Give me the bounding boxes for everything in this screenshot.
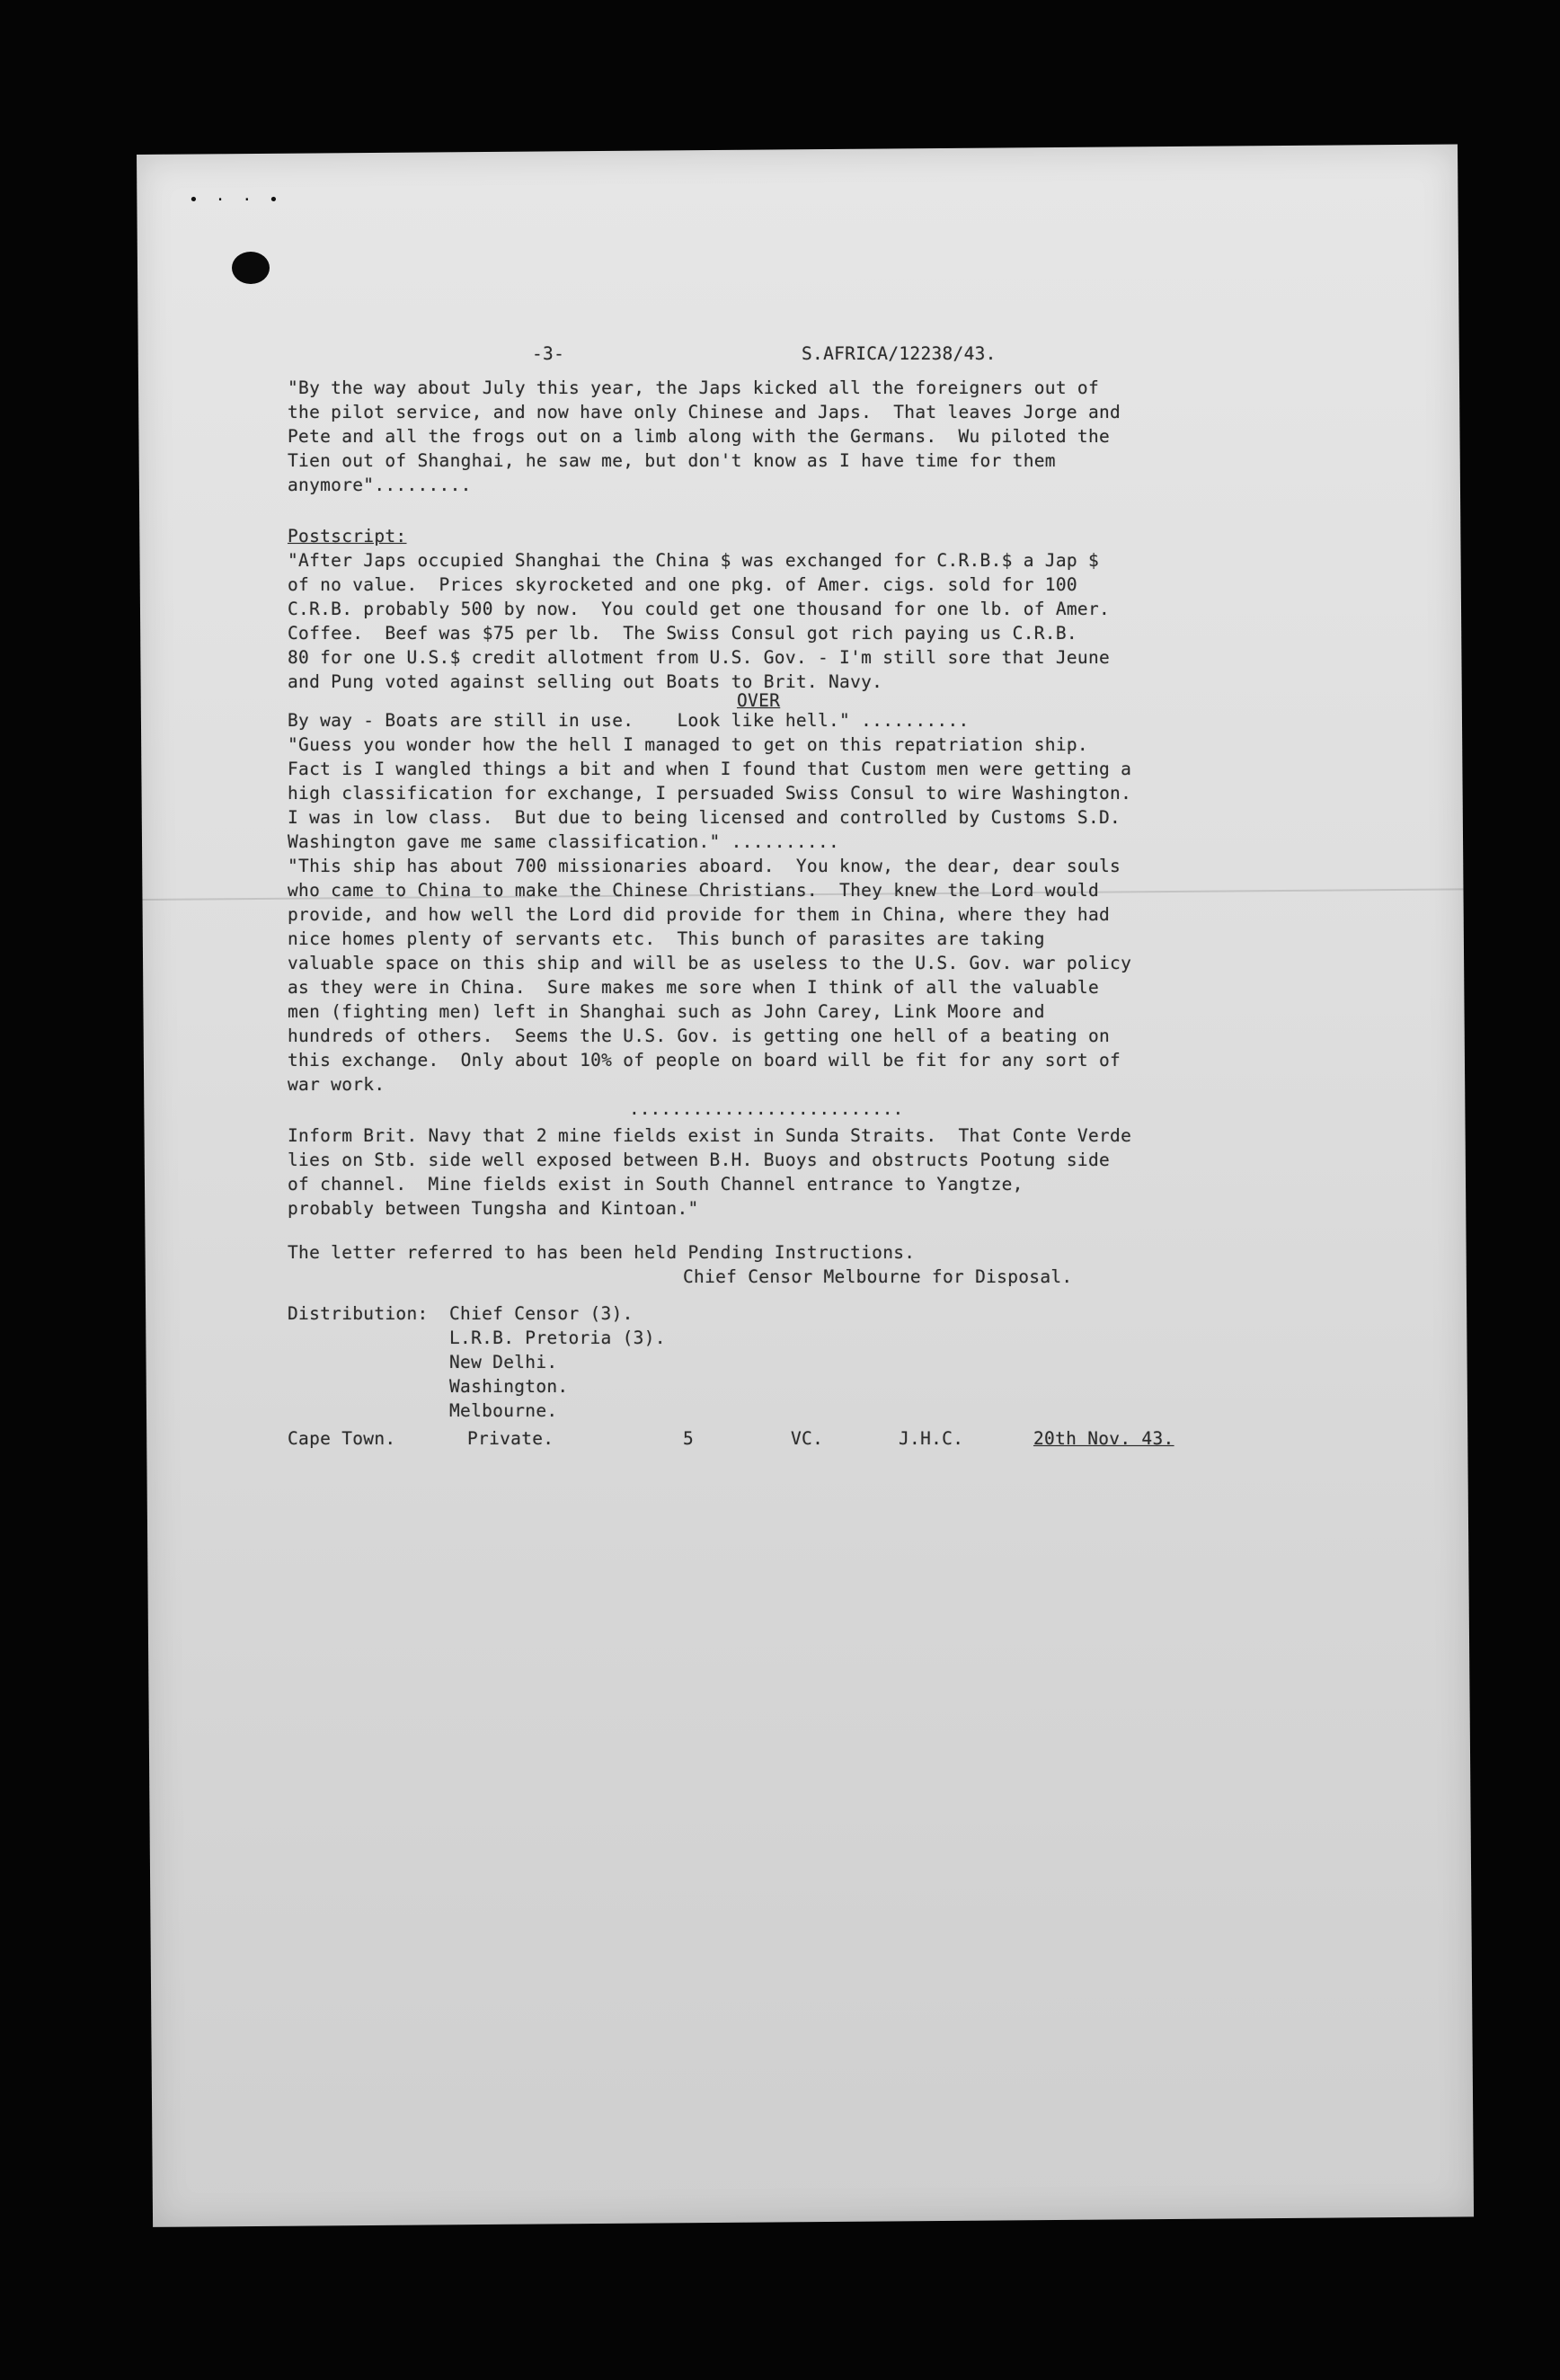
distribution-list — [288, 1301, 1294, 1423]
page-header — [288, 342, 1294, 372]
text-line: "After Japs occupied Shanghai the China $ was exchanged for C.R.B.$ a Jap $ — [288, 550, 1099, 571]
text-line: Fact is I wangled things a bit and when I found that Custom men were getting a — [288, 759, 1132, 779]
text-line: valuable space on this ship and will be as useless to the U.S. Gov. war policy — [288, 953, 1132, 973]
paragraph-boats: By way - Boats are still in use. Look like hell." .......... — [288, 710, 970, 731]
over-marker — [288, 688, 1294, 711]
text-line: provide, and how well the Lord did provide for them in China, where they had — [288, 904, 1111, 925]
section-divider — [288, 1097, 1294, 1123]
text-line: of channel. Mine fields exist in South Channel entrance to Yangtze, — [288, 1174, 1024, 1194]
edge-marks: • · · • — [189, 191, 282, 209]
text-line: war work. — [288, 1074, 386, 1095]
text-line: high classification for exchange, I persuaded Swiss Consul to wire Washington. — [288, 783, 1132, 804]
text-line: nice homes plenty of servants etc. This bunch of parasites are taking — [288, 928, 1045, 949]
text-line: of no value. Prices skyrocketed and one pkg. of Amer. cigs. sold for 100 — [288, 574, 1077, 595]
distribution-item: L.R.B. Pretoria (3). — [449, 1328, 666, 1348]
text-line: "This ship has about 700 missionaries aboard. You know, the dear, dear souls — [288, 856, 1121, 876]
over-label: OVER — [737, 690, 781, 711]
footer-place: Cape Town. — [288, 1428, 396, 1449]
text-line: anymore"......... — [288, 475, 472, 495]
text-line: and Pung voted against selling out Boats to Brit. Navy. — [288, 671, 883, 692]
disposal-note: Chief Censor Melbourne for Disposal. — [683, 1266, 1073, 1287]
paragraph-mine-fields — [288, 1123, 1294, 1221]
text-line: "Guess you wonder how the hell I managed to get on this repatriation ship. — [288, 734, 1088, 755]
distribution-label: Distribution: — [288, 1303, 429, 1324]
text-line: Coffee. Beef was $75 per lb. The Swiss Consul got rich paying us C.R.B. — [288, 623, 1077, 644]
text-line: hundreds of others. Seems the U.S. Gov. is getting one hell of a beating on — [288, 1026, 1111, 1046]
typed-text — [288, 342, 1294, 1453]
text-line: I was in low class. But due to being licensed and controlled by Customs S.D. — [288, 807, 1121, 828]
distribution-item: Chief Censor (3). — [449, 1303, 634, 1324]
text-line: probably between Tungsha and Kintoan." — [288, 1198, 699, 1219]
paragraph-postscript — [288, 548, 1294, 694]
text-line: Tien out of Shanghai, he saw me, but don't know as I have time for them — [288, 450, 1056, 471]
text-line: men (fighting men) left in Shanghai such as John Carey, Link Moore and — [288, 1001, 1045, 1022]
paragraph-pilot-service — [288, 376, 1294, 497]
distribution-item: Washington. — [449, 1376, 569, 1397]
text-line: this exchange. Only about 10% of people on board will be fit for any sort of — [288, 1050, 1121, 1070]
document-footer — [288, 1426, 1294, 1453]
paragraph-repatriation — [288, 733, 1294, 854]
footer-code: VC. — [791, 1428, 824, 1449]
postscript-heading: Postscript: — [288, 526, 407, 546]
paragraph-missionaries — [288, 854, 1294, 1097]
distribution-item: New Delhi. — [449, 1352, 558, 1372]
text-line: Washington gave me same classification." .......... — [288, 831, 840, 852]
footer-date: 20th Nov. 43. — [1033, 1428, 1174, 1449]
text-line: "By the way about July this year, the Japs kicked all the foreigners out of — [288, 377, 1099, 398]
text-line: the pilot service, and now have only Chinese and Japs. That leaves Jorge and — [288, 402, 1121, 422]
text-line: 80 for one U.S.$ credit allotment from U.S. Gov. - I'm still sore that Jeune — [288, 647, 1111, 668]
text-line: C.R.B. probably 500 by now. You could get one thousand for one lb. of Amer. — [288, 599, 1111, 619]
text-line: who came to China to make the Chinese Christians. They knew the Lord would — [288, 880, 1099, 901]
text-line: Inform Brit. Navy that 2 mine fields exist in Sunda Straits. That Conte Verde — [288, 1125, 1132, 1146]
held-note: The letter referred to has been held Pending Instructions. — [288, 1242, 916, 1263]
divider-dots: .......................... — [629, 1098, 904, 1119]
text-line: lies on Stb. side well exposed between B.H. Buoys and obstructs Pootung side — [288, 1150, 1111, 1170]
page-number: -3- — [532, 343, 565, 364]
footer-number: 5 — [683, 1428, 695, 1449]
hole-punch-mark — [232, 252, 270, 284]
footer-classification: Private. — [467, 1428, 554, 1449]
text-line: as they were in China. Sure makes me sore when I think of all the valuable — [288, 977, 1099, 998]
file-reference: S.AFRICA/12238/43. — [802, 343, 997, 364]
distribution-item: Melbourne. — [449, 1400, 558, 1421]
text-line: Pete and all the frogs out on a limb along with the Germans. Wu piloted the — [288, 426, 1111, 447]
footer-initials: J.H.C. — [899, 1428, 964, 1449]
